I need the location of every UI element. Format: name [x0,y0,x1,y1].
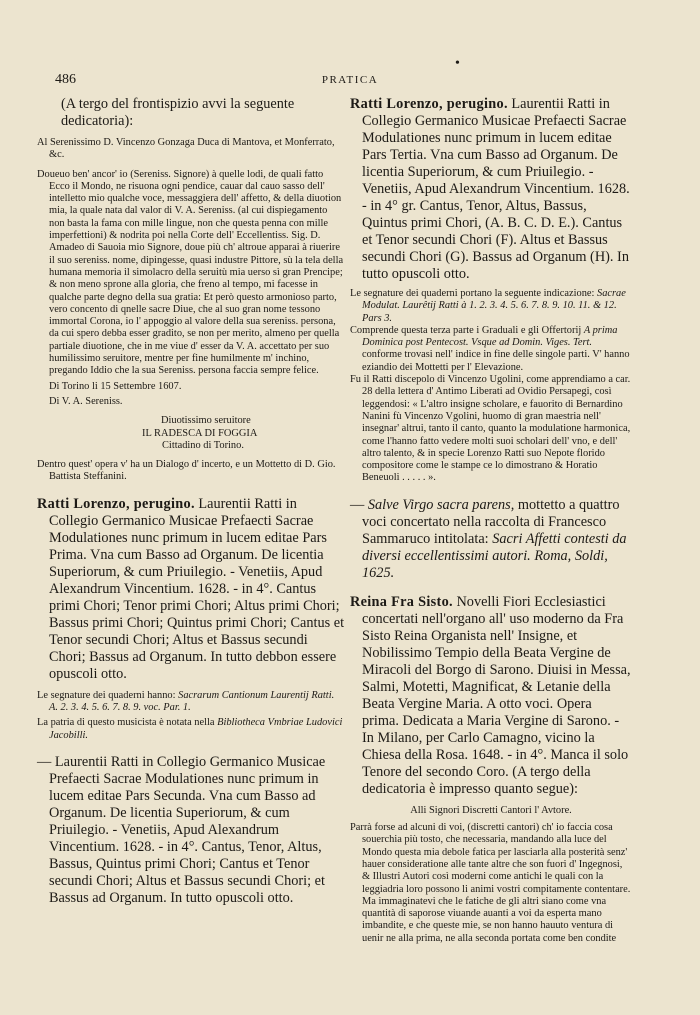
note-text: segnature dei quaderni portano la seguente indicazione: [363,288,595,299]
entry-dash: — [37,753,52,770]
left-column [37,96,345,907]
entry-text: Laurentii Ratti in Collegio Germanico Musicae Prefaecti Sacrae Modulationes nunc primum in lucem editae Pars Tertia. Vna cum Basso ad Organum. De licentia Superiorum, & cum Priuilegio. - Venetiis, Apud Alexandrum Vincentium. 1628. - in 4° gr. Cantus, Tenor, Altus, Bassus, Quintus primi Chori, (A. B. C. D. E.). Cantus et Tenor secundi Chori (F). Altus et Bassus secundi Chori (G). Bassus ad Organum (H). In tutto opuscoli otto. [362,96,630,282]
note-text: segnature dei quaderni hanno: [50,689,176,701]
note-signatures [350,288,632,325]
note-comprende [350,325,632,374]
signature-line-2: IL RADESCA DI FOGGIA [142,427,258,439]
preface-text: Parrà forse ad alcuni di voi, (discretti cantori) ch' io faccia cosa souerchia più tosto, che necessaria, mandando alla luce del Mondo questa mia debole fatica per lasciarla alla posterità senz' hauer consideratione alle tante altre che son fuori d' Ingegnosi, & Illustri Autori così moderni come antichi le quali con la leggiadria loro possono li animi vostri compitamente contentare. Ma immaginatevi che le fatiche de gli altri siano come vna quantità di saporose viuande auanti a voi da esperta mano imbandite, e che queste mie, se non hanno hauuto ventura di uenir ne alla prima, ne alla seconda portata come ben condite [350,822,631,944]
dedication-date: Di Torino li 15 Settembre 1607. [49,380,182,392]
note-text: conforme trovasi nell' indice in fine delle singole parti. V' hanno eziandio dei Mottetti per l' Elevazione. [362,349,630,373]
entry-salve-virgo [350,497,632,582]
note-label: Le [350,288,361,299]
dedication-closing: Di V. A. Sereniss. [49,395,123,407]
signature-line-1: Diuotissimo seruitore [161,415,251,427]
note-text: il Ratti discepolo di Vincenzo Ugolini, come apprendiamo a car. 28 della lettera d' Antimo Liberati ad Ovidio Persapegi, così leggendosi: « L'altro insigne scholare, e fauorito di Bernardino Nanini fù Vincenzo Vgolini, huomo di gran maestria nell' insegnar' altrui, tanto il canto, quanto la modulatione harmonica, come l'hanno fatto vedere molti suoi scholari dell' vno, e dell' altro talento, & in specie Lorenzo Ratti suo Nepote florido compositore come le stampe ce lo dimostrano & Horatio Beneuoli . . . . . ». [362,374,631,484]
printer-dot: • [455,56,460,71]
dedication-addressee: Al Serenissimo D. Vincenzo Gonzaga Duca di Mantova, et Monferrato, &c. [37,137,335,161]
note-label: La [37,717,48,729]
entry-italic: Sacri Affetti contesti da diversi eccellentissimi autori. Roma, Soldi, 1625. [362,530,627,581]
entry-author: Reina Fra Sisto. [350,593,453,610]
dedication-intro: (A tergo del frontispizio avvi la seguente dedicatoria): [61,96,295,129]
entry-reina [350,594,632,798]
entry-text: Laurentii Ratti in Collegio Germanico Musicae Prefaecti Sacrae Modulationes nunc primum in lucem editae Pars Secunda. Vna cum Basso ad Organum. De licentia Superiorum, & cum Priuilegio. - Venetiis, Apud Alexandrum Vincentium. 1628. - in 4°. Cantus, Tenor, Altus, Bassus, Quintus primi Chori; Cantus et Tenor secundi Chori; Altus et Bassus secundi Chori; et Bassus ad Organum. In tutto opuscoli otto. [49,753,326,906]
note-patria [37,717,345,742]
preface-heading: Alli Signori Discretti Cantori l' Avtore. [410,804,572,816]
note-text: questa terza parte i Graduali e gli Offertorij [401,324,582,336]
note-italic: Sacrae Modulat. Laurêtij Ratti à 1. 2. 3. 4. 5. 6. 7. 8. 9. 10. 11. & 12. Pars 3. [362,288,626,324]
note-italic: A prima Dominica post Pentecost. Vsque ad Domin. Viges. Tert. [362,324,618,349]
right-column [350,96,632,945]
note-italic: Sacrarum Cantionum Laurentij Ratti. A. 2. 3. 4. 5. 6. 7. 8. 9. voc. Par. 1. [49,689,335,714]
entry-text: mottetto a quattro voci concertato nella raccolta di Francesco Sammaruco intitolata: [362,496,620,547]
entry-text: Novelli Fiori Ecclesiastici concertati nell'organo all' uso moderno da Fra Sisto Reina Organista nell' Insigne, et Nobilissimo Tempio della Beata Vergine de Miracoli del Borgo di Sarono. Diuisi in Messa, Salmi, Motetti, Magnificat, & Letanie della Beata Vergine Maria. A otto voci. Opera prima. Dedicata a Maria Vergine di Sarono. - In Milano, per Carlo Camagno, vicino la Chiesa della Rosa. 1648. - in 4°. Manca il solo Tenore del secondo Coro. (A tergo della dedicatoria è impresso quanto segue): [362,593,631,797]
running-head: PRATICA [321,74,379,86]
entry-author: Ratti Lorenzo, perugino. [37,495,195,512]
entry-text: Laurentii Ratti in Collegio Germanico Musicae Prefaecti Sacrae Modulationes nunc primum in lucem editae Pars Prima. Vna cum Basso ad Organum. De licentia Superiorum, & cum Priuilegio. - Venetiis, Apud Alexandrum Vincentium. 1628. - in 4°. Cantus primi Chori; Tenor primi Chori; Altus primi Chori; Bassus primi Chori; Quintus primi Chori; Cantus et Tenor secundi Chori; Altus et Bassus secundi Chori; Bassus ad Organum. In tutto debbon essere opuscoli otto. [49,495,345,682]
entry-ratti-pars-secunda [37,754,345,907]
note-italic: Bibliotheca Vmbriae Ludovici Jacobilli. [49,717,343,741]
note-label: Le [37,689,48,701]
dialogue-note: Dentro quest' opera v' ha un Dialogo d' incerto, e un Mottetto di D. Gio. Battista Steffanini. [37,459,336,483]
note-text: patria di questo musicista è notata nella [50,717,215,729]
page-header [0,56,700,92]
entry-author: Ratti Lorenzo, perugino. [350,96,508,112]
note-label: Fu [350,374,361,386]
note-label: Comprende [350,324,399,336]
page-number: 486 [55,72,76,87]
entry-italic: Salve Virgo sacra parens, [367,496,515,513]
entry-dash: — [350,496,365,513]
signature-line-3: Cittadino di Torino. [162,439,244,451]
entry-ratti-pars-prima [37,496,345,683]
dedication-text: Doueuo ben' ancor' io (Sereniss. Signore) à quelle lodi, de quali fatto Ecco il Mondo, ne risuona ogni pendice, cauar dal cauo sasso dell' intelletto mio qualche voce, messaggiera dell' affetto, & della diuotion mia, la quale nata dal valor di V. A. Sereniss. (al cui dispiegamento non basta la fama con mille lingue, non che questa penna con mille imperfettioni) & nodrita poi nella Corte dell' Eccellentiss. Sig. D. Amadeo di Sauoia mio Signore, doue più ch' altroue apparai à riuerire il suo sereniss. nome, dipingesse, quasi industre Pittore, sù la tela della humana memoria il simolacro della seruitù mia uerso sì gran Prencipe; & non meno sprone alla gloria, che freno al tempo, mi facesse in qualche parte degno della sua gratia: Et però questo armonioso parto, vero concento di qnelle sacre Diue, che al suo gran nome tessono immortal Corona, io l' appoggio al valore della sua sereniss. persona, da cui spero debba esser gradito, se non per merito, almeno per quella partiale diuotione, che in me viue d' esser da V. A. accettato per suo humilissimo seruitore, mentre per fine humilmente m' inchino, pregando Iddio che la sua Sereniss. persona faccia sempre felice. [37,168,344,377]
note-signatures [37,690,345,715]
entry-ratti-pars-tertia [350,96,632,283]
note-ugolini [350,374,632,485]
